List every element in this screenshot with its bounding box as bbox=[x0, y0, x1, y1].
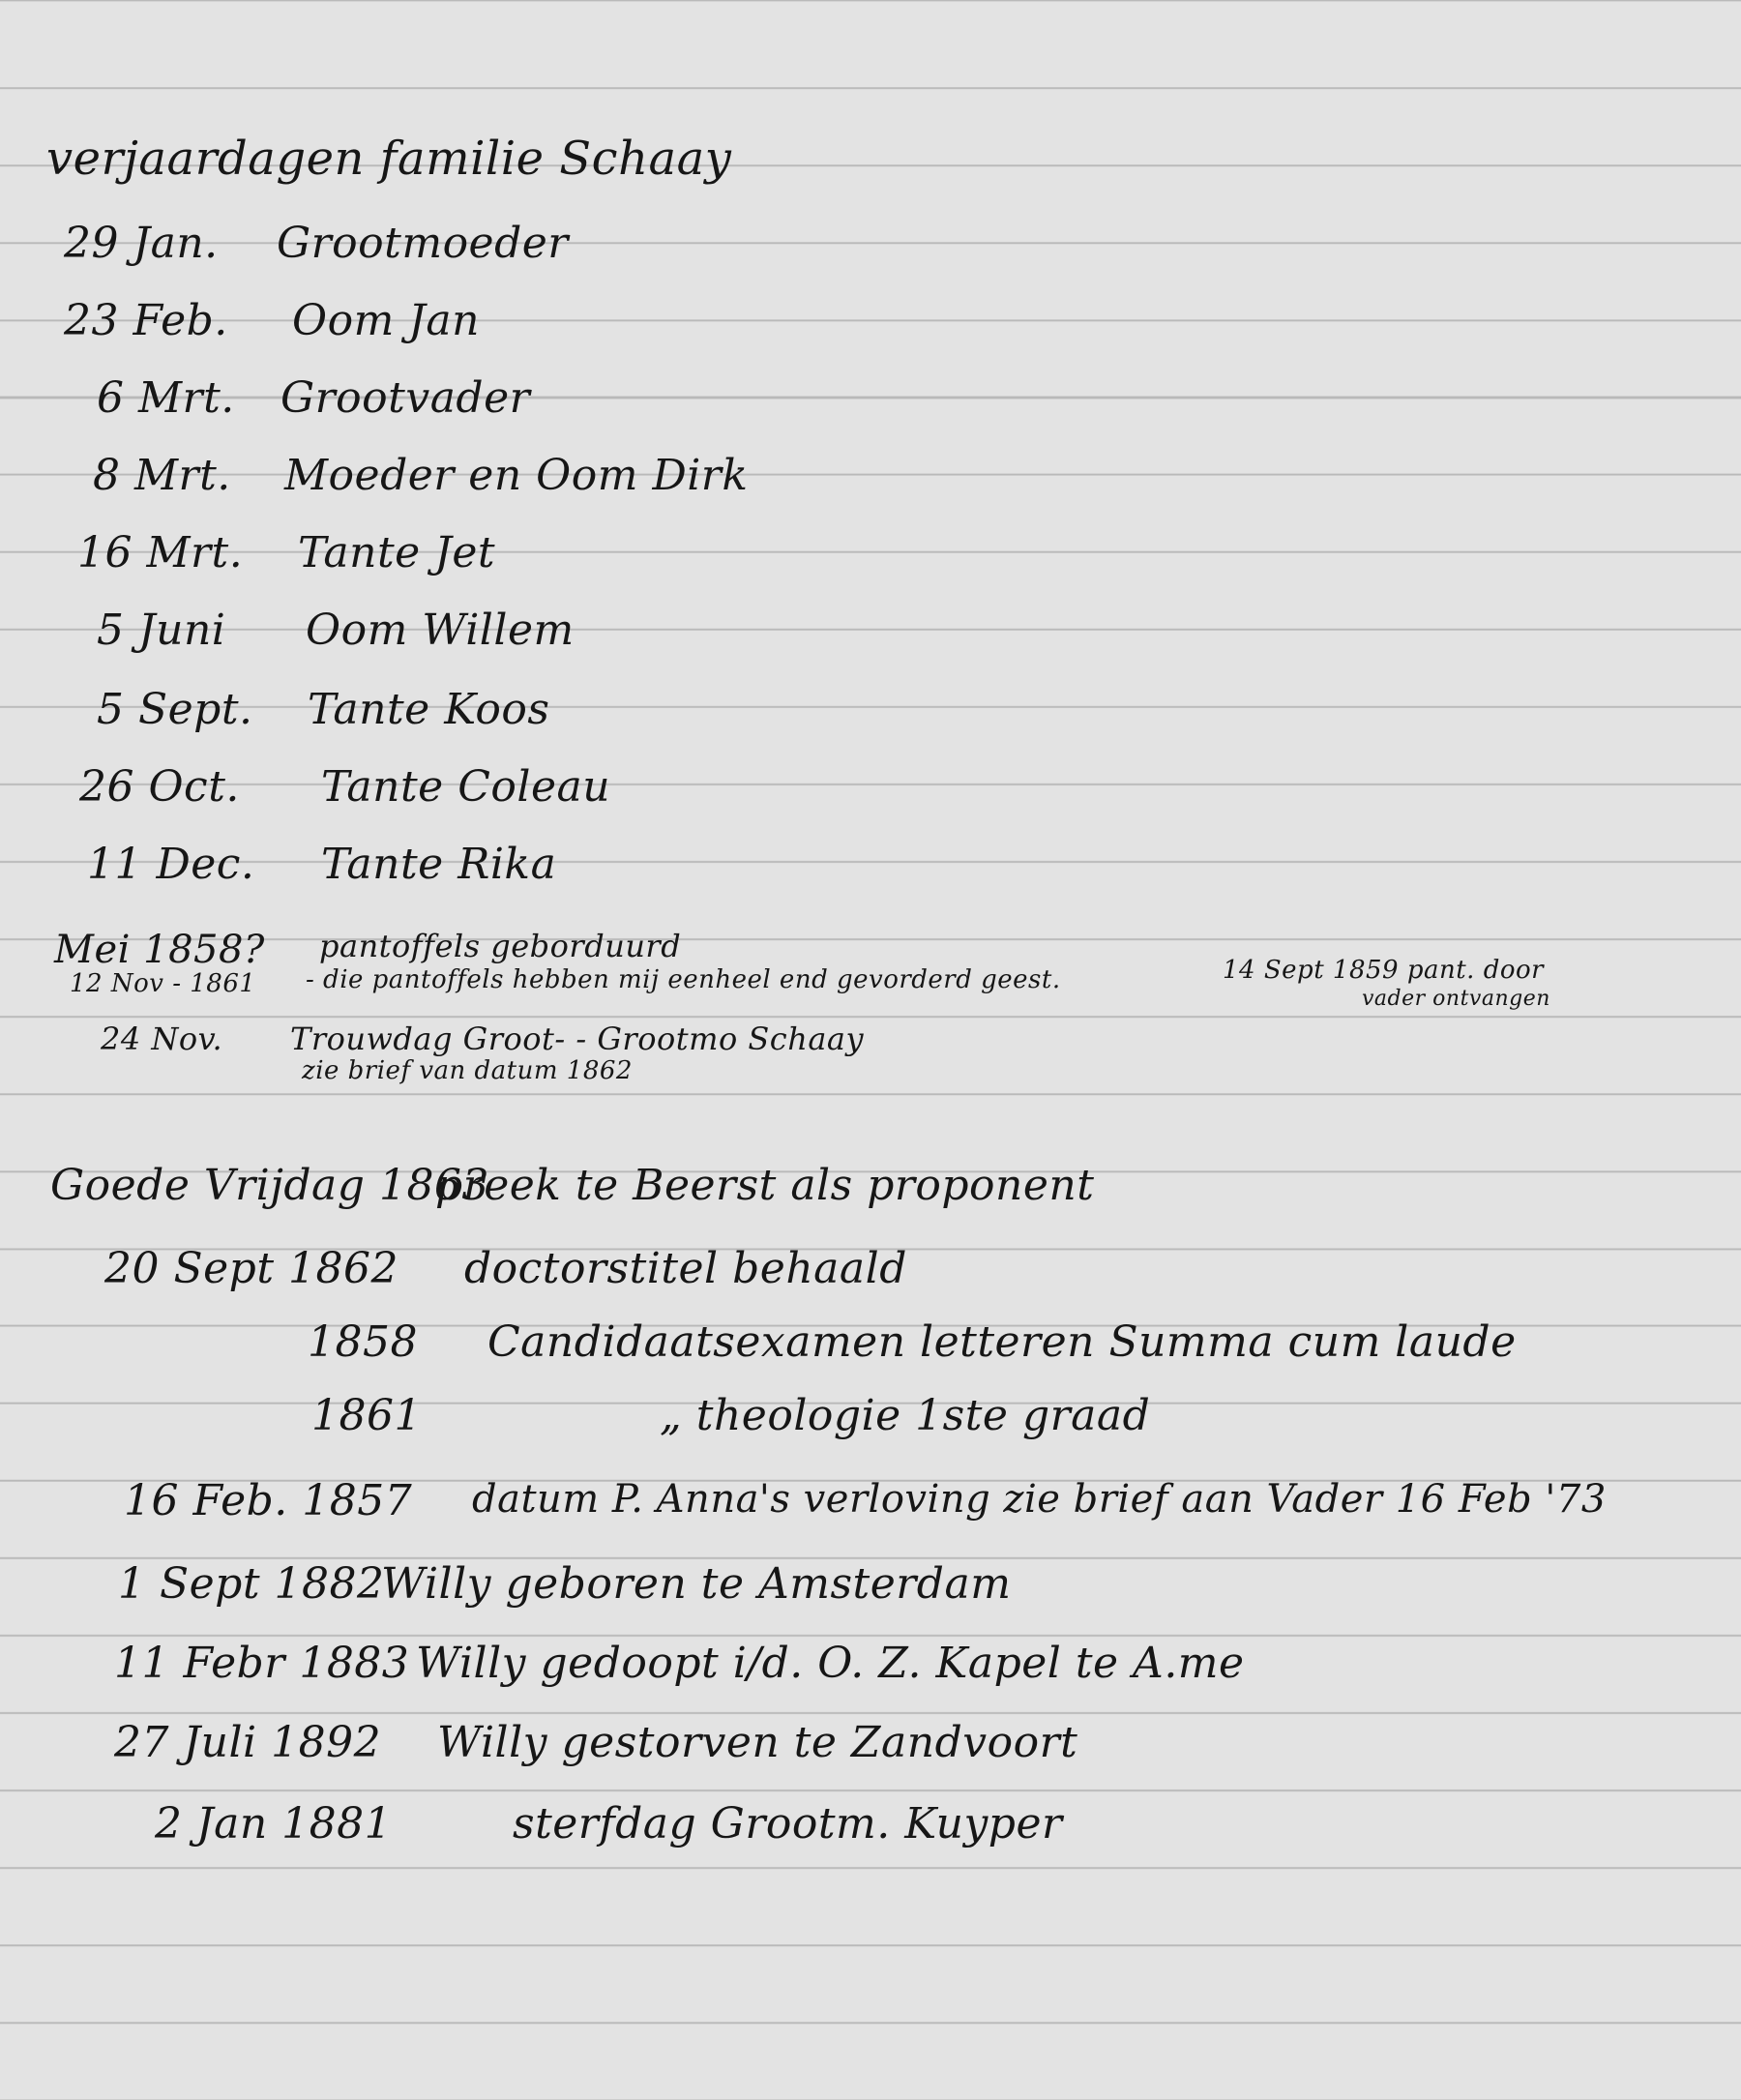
event-date: 20 Sept 1862 bbox=[104, 1244, 398, 1293]
note-nov24-text-2: zie brief van datum 1862 bbox=[302, 1056, 633, 1085]
birthday-date: 5 Sept. bbox=[97, 685, 253, 734]
birthday-name: Tante Rika bbox=[321, 840, 557, 889]
birthday-name: Tante Jet bbox=[298, 528, 496, 577]
event-date: 11 Febr 1883 bbox=[114, 1639, 410, 1688]
note-nov24-date: 24 Nov. bbox=[101, 1020, 223, 1057]
birthday-date: 16 Mrt. bbox=[77, 528, 244, 577]
event-text: Willy gedoopt i/d. O. Z. Kapel te A.me bbox=[416, 1639, 1245, 1688]
event-text: sterfdag Grootm. Kuyper bbox=[513, 1799, 1063, 1849]
event-date: 1 Sept 1882 bbox=[118, 1559, 385, 1609]
birthday-date: 29 Jan. bbox=[64, 219, 219, 268]
note-mei-text: pantoffels geborduurd bbox=[319, 928, 682, 964]
birthday-name: Oom Willem bbox=[306, 606, 575, 655]
event-text: doctorstitel behaald bbox=[464, 1244, 907, 1293]
event-date: 16 Feb. 1857 bbox=[124, 1476, 413, 1525]
event-date: 27 Juli 1892 bbox=[114, 1718, 382, 1767]
event-date: 1858 bbox=[308, 1317, 418, 1367]
birthday-date: 8 Mrt. bbox=[93, 451, 231, 500]
birthday-name: Grootvader bbox=[280, 373, 531, 423]
event-text: datum P. Anna's verloving zie brief aan Vader 16 Feb '73 bbox=[472, 1477, 1607, 1522]
birthday-name: Oom Jan bbox=[292, 296, 480, 345]
note-nov-text: - die pantoffels hebben mij eenheel end gevorderd geest. bbox=[306, 965, 1061, 994]
note-sept-2: vader ontvangen bbox=[1362, 987, 1550, 1011]
birthday-name: Tante Coleau bbox=[321, 762, 611, 812]
note-nov24-text: Trouwdag Groot- - Grootmo Schaay bbox=[290, 1020, 865, 1057]
event-text: preek te Beerst als proponent bbox=[435, 1161, 1095, 1210]
birthday-date: 26 Oct. bbox=[79, 762, 240, 812]
note-nov-date: 12 Nov - 1861 bbox=[70, 969, 256, 998]
page-title: verjaardagen familie Schaay bbox=[46, 132, 732, 186]
event-date: 2 Jan 1881 bbox=[155, 1799, 393, 1849]
birthday-date: 11 Dec. bbox=[87, 840, 255, 889]
birthday-date: 5 Juni bbox=[97, 606, 226, 655]
birthday-date: 23 Feb. bbox=[64, 296, 228, 345]
note-sept: 14 Sept 1859 pant. door bbox=[1223, 956, 1545, 985]
event-text: Willy gestorven te Zandvoort bbox=[437, 1718, 1078, 1767]
birthday-name: Tante Koos bbox=[308, 685, 550, 734]
note-mei-date: Mei 1858? bbox=[54, 928, 265, 972]
birthday-name: Moeder en Oom Dirk bbox=[284, 451, 749, 500]
event-date: Goede Vrijdag 1863 bbox=[50, 1161, 489, 1210]
birthday-name: Grootmoeder bbox=[277, 219, 569, 268]
event-text: Willy geboren te Amsterdam bbox=[381, 1559, 1012, 1609]
event-text: Candidaatsexamen letteren Summa cum laude bbox=[487, 1317, 1517, 1367]
event-date: 1861 bbox=[311, 1391, 422, 1440]
birthday-date: 6 Mrt. bbox=[97, 373, 235, 423]
event-text: „ theologie 1ste graad bbox=[660, 1391, 1151, 1440]
